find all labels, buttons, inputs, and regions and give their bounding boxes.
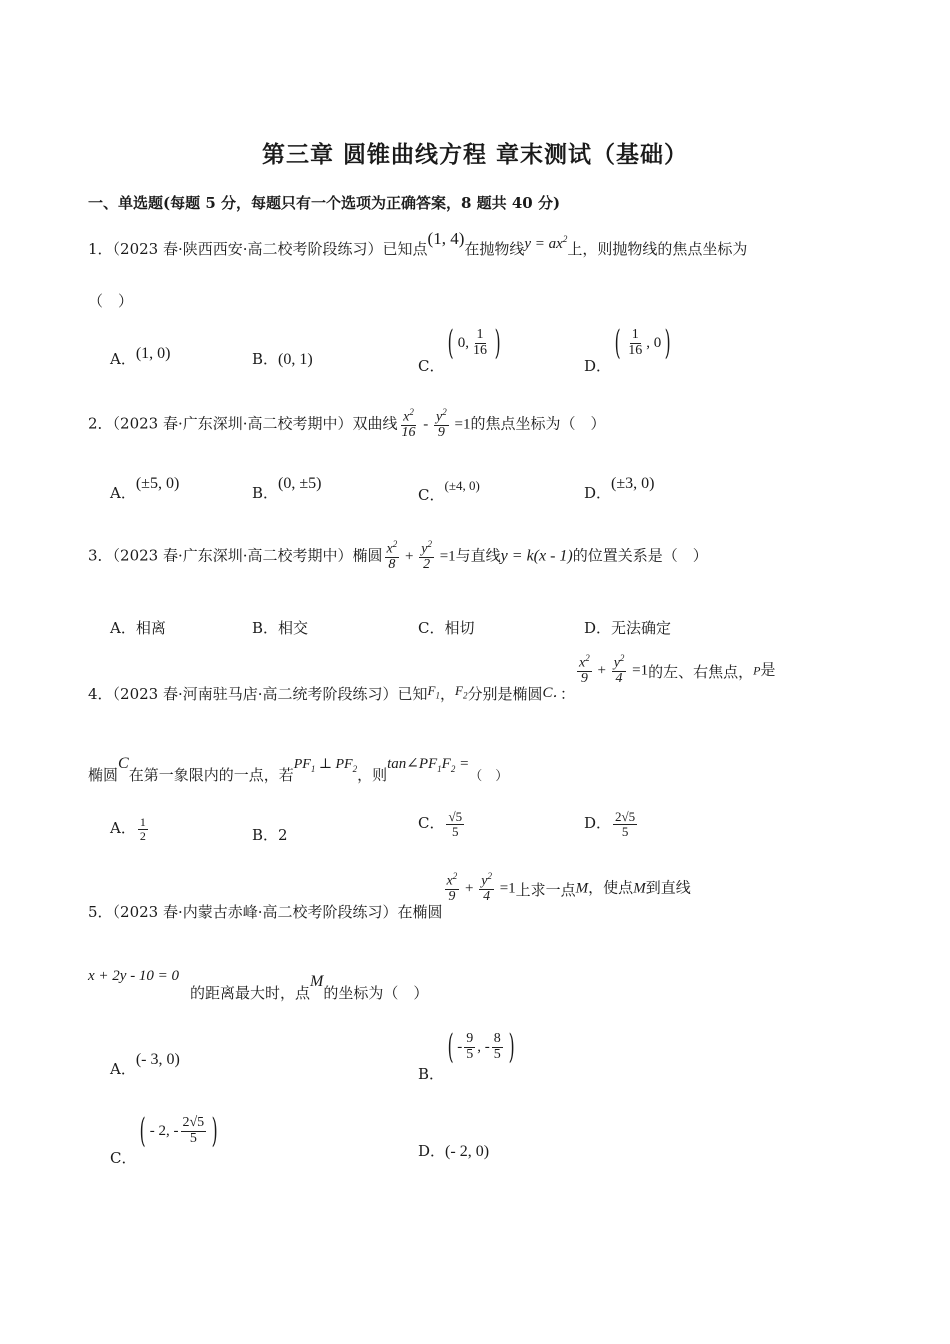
answer-paren: （ ） [88, 292, 134, 310]
option-d[interactable]: D．(- 2, 0) [418, 1142, 490, 1160]
option-c[interactable]: C． ( - 2, - $\frac{2√5}{5}$ ) [110, 1111, 218, 1167]
option-a[interactable]: A．(1, 0) [110, 345, 171, 368]
option-b[interactable]: B． ( - $\frac{9}{5}$ , - $\frac{8}{5}$ ) [418, 1027, 515, 1083]
question-number: 3． [88, 546, 113, 565]
question-number: 2． [88, 414, 113, 433]
question-2: 2．（2023 春·广东深圳·高二校考期中）双曲线 $\frac{x^2}{16}$ - $\frac{y^2}{9}$ =1的焦点坐标为（ ） [88, 407, 606, 441]
question-5-line-2: 的距离最大时，点M的坐标为（ ） [190, 973, 429, 1002]
question-4: 4．（2023 春·河南驻马店·高二统考阶段练习）已知$F_1$，$F_2$分别是椭圆C．： $\frac{x^2}{9}$ + $\frac{y^2}{4}$ =1的左、右焦点，P是 [88, 653, 776, 703]
question-5: 5．（2023 春·内蒙古赤峰·高二校考阶段练习）在椭圆 $\frac{x^2}{9}$ + $\frac{y^2}{4}$ =1上求一点M，使点M到直线 [88, 871, 691, 921]
question-text: 的焦点坐标为（ ） [470, 414, 606, 433]
question-number: 1． [88, 240, 113, 258]
option-d[interactable]: D．(±3, 0) [584, 475, 655, 502]
math-equation: $y = ax^2$ [524, 234, 568, 252]
question-source: （2023 春·陕西西安·高二校考阶段练习）已知点 [112, 240, 428, 258]
option-b[interactable]: B．相交 [252, 619, 309, 637]
option-d[interactable]: D． $\frac{2√5}{5}$ [584, 809, 636, 839]
option-b[interactable]: B．2 [252, 826, 288, 844]
option-a[interactable]: A．(±5, 0) [110, 475, 180, 502]
option-c[interactable]: C．(±4, 0) [418, 478, 480, 504]
option-c[interactable]: C． $\frac{√5}{5}$ [418, 809, 463, 839]
question-1 [88, 229, 748, 259]
question-source: （2023 春·广东深圳·高二校考期中）椭圆 [112, 546, 383, 565]
option-a[interactable]: A．(- 3, 0) [110, 1051, 180, 1078]
question-text: 在抛物线 [464, 240, 525, 258]
option-b[interactable]: B．(0, 1) [252, 350, 313, 368]
option-d[interactable]: D．无法确定 [584, 619, 672, 637]
question-4-line-2: 椭圆C在第一象限内的一点，若$PF_1$ ⊥ $PF_2$，则$\tan\angle PF_1F_2$ =（ ） [88, 755, 509, 784]
question-3: 3．（2023 春·广东深圳·高二校考期中）椭圆 $\frac{x^2}{8}$ + $\frac{y^2}{2}$ =1与直线y = k(x - 1)的位置关系是（ ） [88, 539, 708, 573]
question-source: （2023 春·广东深圳·高二校考期中）双曲线 [112, 414, 398, 433]
question-text: 上，则抛物线的焦点坐标为 [567, 240, 748, 258]
option-c[interactable]: C．相切 [418, 619, 475, 637]
math-point: (1, 4) [427, 229, 465, 248]
math-line-equation: x + 2y - 10 = 0 [88, 968, 180, 984]
option-d[interactable]: D． ( $\frac{1}{16}$ , 0 ) [584, 323, 671, 375]
option-a[interactable]: A．相离 [110, 619, 166, 637]
page-title: 第三章 圆锥曲线方程 章末测试（基础） [261, 141, 688, 168]
option-c[interactable]: C． ( 0, $\frac{1}{16}$ ) [418, 323, 501, 375]
section-heading: 一、单选题(每题 5 分，每题只有一个选项为正确答案，8 题共 40 分) [88, 194, 561, 212]
option-b[interactable]: B．(0, ±5) [252, 475, 322, 502]
option-a[interactable]: A． $\frac{1}{2}$ [110, 815, 146, 843]
